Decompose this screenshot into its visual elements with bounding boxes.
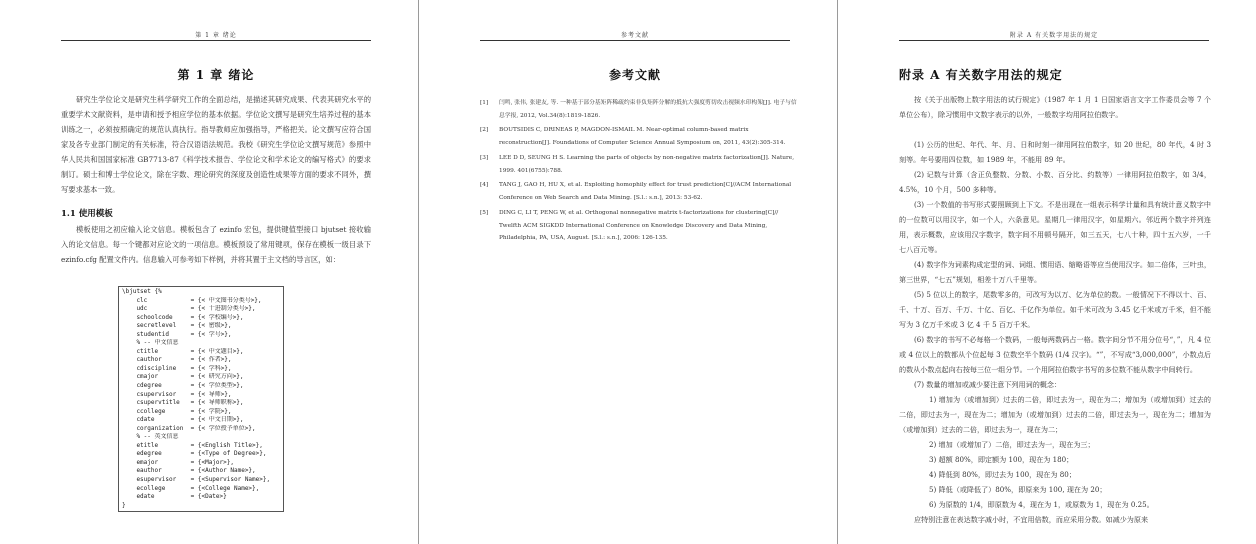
code-line: % -- 中文信息 bbox=[122, 339, 179, 347]
rule-item: (3) 一个数值的书写形式要照顾到上下文。不是出现在一组表示科学计量和具有统计意义数字中的一位数可以用汉字，如一个人，六条意见。星期几一律用汉字，如星期六。邻近两个数字并列连用，表示概数，应该用汉字数字，数字间不用顿号隔开，如三五天，七八十种，四十五六岁，一千七八百元等。 bbox=[899, 200, 1211, 254]
code-line: cdiscipline = {< 学科>}, bbox=[122, 364, 232, 372]
rule-item: (6) 数字的书写不必每格一个数码，一般每两数码占一格。数字间分节不用分位号“，”，凡 4 位或 4 位以上的数都从个位起每 3 位数空半个数码 (1/4 汉字)。“”，不写成“3,000,000”，小数点后的数从小数点起向右按每三位一组分节。一个用阿拉伯数字书写的多位数不能从数字中间转行。 bbox=[899, 335, 1211, 374]
code-line: \bjutset {% bbox=[122, 288, 162, 295]
code-line: etitle = {<English Title>}, bbox=[122, 441, 263, 449]
page-2 bbox=[419, 0, 836, 544]
reference-text: BOUTSIDIS C, DRINEAS P, MAGDON-ISMAIL M. Near-optimal column-based matrix reconstruction[J]. Foundations of Computer Science Annual Symposium on, 2011, 43(2):305-314. bbox=[499, 127, 786, 146]
rule-item: (1) 公历的世纪、年代、年、月、日和时刻一律用阿拉伯数字，如 20 世纪，80 年代，4 时 3 刻等。年号要用四位数，如 1989 年，不能用 89 年。 bbox=[899, 140, 1211, 164]
rule-subitem: 2) 增加（或增加了）二倍，即过去为一，现在为三； bbox=[929, 440, 1095, 449]
code-line: } bbox=[122, 501, 126, 509]
appendix-title: 附录 A 有关数字用法的规定 bbox=[899, 68, 1063, 82]
reference-text: LEE D D, SEUNG H S. Learning the parts of objects by non-negative matrix factorization[J]. Nature, 1999. 401(6755):788. bbox=[499, 155, 795, 174]
reference-number: [4] bbox=[480, 182, 489, 188]
code-line: ecollege = {<College Name>}, bbox=[122, 484, 260, 492]
appendix-intro: 按《关于出版物上数字用法的试行规定》（1987 年 1 月 1 日国家语言文字工作委员会等 7 个单位公布），除习惯用中文数字表示的以外，一般数字均用阿拉伯数字。 bbox=[899, 95, 1211, 119]
code-line: cauthor = {< 作者>}, bbox=[122, 356, 232, 364]
header-rule bbox=[899, 40, 1209, 41]
code-line: corganization = {< 学位授予单位>}, bbox=[122, 424, 256, 432]
code-line: udc = {< 十进制分类号>}, bbox=[122, 305, 256, 313]
code-line: edegree = {<Type of Degree>}, bbox=[122, 450, 267, 458]
code-line: cdegree = {< 学位类型>}, bbox=[122, 382, 244, 390]
code-line: secretlevel = {< 密级>}, bbox=[122, 322, 232, 330]
code-line: edate = {<Date>} bbox=[122, 493, 227, 501]
reference-number: [2] bbox=[480, 127, 489, 133]
header-rule bbox=[480, 40, 790, 41]
section-paragraph: 模板使用之初应输入论文信息。模板包含了 ezinfo 宏包，提供键值型接口 bjutset 接收输入的论文信息。每一个键都对应论文的一项信息。模板预设了常用键项，保存在模板一级目录下 ezinfo.cfg 配置文件内。信息输入可参考如下样例，并将其置于主文档的导言区，如： bbox=[61, 225, 371, 264]
code-line: cmajor = {< 研究方向>}, bbox=[122, 373, 244, 381]
code-listing bbox=[118, 286, 284, 512]
header-rule bbox=[61, 40, 371, 41]
reference-item bbox=[480, 179, 798, 204]
reference-item bbox=[480, 207, 798, 245]
running-header: 参考文献 bbox=[620, 32, 649, 39]
references-title: 参考文献 bbox=[608, 68, 661, 82]
reference-number: [1] bbox=[480, 100, 489, 106]
code-line: csupervisor = {< 导师>}, bbox=[122, 390, 232, 398]
running-header: 第 1 章 绪论 bbox=[195, 32, 237, 39]
running-header: 附录 A 有关数字用法的规定 bbox=[1009, 32, 1099, 39]
rule-item: (4) 数字作为词素构成定型的词、词组、惯用语、缩略语等应当使用汉字。如二倍体，三叶虫，第三世界，“七五”规划，相差十万八千里等。 bbox=[899, 260, 1211, 284]
reference-item bbox=[480, 152, 798, 177]
body-paragraph: 研究生学位论文是研究生科学研究工作的全面总结，是描述其研究成果、代表其研究水平的重要学术文献资料，是申请和授予相应学位的基本依据。学位论文撰写是研究生培养过程的基本训练之一，必须按照确定的规范认真执行。指导教师应加强指导，严格把关。论文撰写应符合国家及各专业部门制定的有关标准，符合汉语语法规范。我校《研究生学位论文撰写规范》参照中华人民共和国国家标准 GB7713-87《科学技术报告、学位论文和学术论文的编写格式》的要求制订。硕士和博士学位论文，除在字数、理论研究的深度及创造性成果等方面的要求不同外，撰写要求基本一致。 bbox=[61, 95, 371, 194]
code-line: emajor = {<Major>}, bbox=[122, 458, 234, 466]
reference-text: 闫鸣, 张伟, 张建友, 等. 一种基于部分基矩阵稀疏约束非负矩阵分解的抵抗大强度剪切攻击视频水印构架[J]. 电子与信息学报, 2012, Vol.34(8):1819-1826. bbox=[499, 100, 797, 119]
rule-subitem: 6) 为原数的 1/4，即原数为 4，现在为 1，或原数为 1，现在为 0.25。 bbox=[929, 500, 1154, 509]
reference-number: [3] bbox=[480, 155, 489, 161]
reference-number: [5] bbox=[480, 210, 489, 216]
code-line: esupervisor = {<Supervisor Name>}, bbox=[122, 476, 271, 484]
code-line: ccollege = {< 学院>}, bbox=[122, 407, 232, 415]
rule-subitem: 5) 降低（或降低了）80%，即原来为 100, 现在为 20； bbox=[929, 485, 1107, 494]
rule-note: 应特别注意在表达数字减小时，不宜用倍数，而应采用分数。如减少为原来 bbox=[914, 515, 1149, 524]
chapter-title: 第 1 章 绪论 bbox=[177, 68, 255, 82]
code-line: clc = {< 中文图书分类号>}, bbox=[122, 296, 262, 304]
code-line: % -- 英文信息 bbox=[122, 433, 179, 441]
rule-subitem: 4) 降低到 80%，即过去为 100，现在为 80； bbox=[929, 470, 1076, 479]
code-line: eauthor = {<Author Name>}, bbox=[122, 467, 256, 475]
reference-item bbox=[480, 124, 798, 149]
rule-subitem: 3) 超额 80%，即定额为 100，现在为 180； bbox=[929, 455, 1074, 464]
page-1 bbox=[0, 0, 417, 544]
reference-text: DING C, LI T, PENG W, et al. Orthogonal nonnegative matrix t-factorizations for clustering[C]// Twelfth ACM SIGKDD International Conference on Knowledge Discovery and Data Mining, Philadelphia, PA, USA, August. [S.l.: s.n.], 2006: 126-135. bbox=[499, 210, 779, 241]
reference-item bbox=[480, 97, 798, 122]
rule-item: (5) 5 位以上的数字，尾数零多的，可改写为以万、亿为单位的数。一般情况下不得以十、百、千、十万、百万、千万、十亿、百亿、千亿作为单位。如千米可改为 3.45 亿千米或万千米，但不能写为 3 亿万千米或 3 亿 4 千 5 百万千米。 bbox=[899, 290, 1211, 329]
reference-text: TANG J, GAO H, HU X, et al. Exploiting homophily effect for trust prediction[C]//ACM International Conference on Web Search and Data Mining. [S.l.: s.n.], 2013: 53-62. bbox=[499, 182, 792, 201]
rule-item: (7) 数量的增加或减少要注意下列用词的概念： bbox=[914, 380, 1062, 389]
rule-subitem: 1) 增加为（或增加到）过去的二倍，即过去为一，现在为二；增加为（或增加到）过去的二倍，即过去为一，现在为二；增加为（或增加到）过去的二倍，即过去为一，现在为二；增加为（或增加到）过去的二倍，即过去为一，现在为二； bbox=[899, 395, 1211, 434]
code-line: ctitle = {< 中文题目>}, bbox=[122, 347, 244, 355]
code-line: csupervtitle = {< 导师职称>}, bbox=[122, 399, 244, 407]
page-3 bbox=[838, 0, 1255, 544]
code-line: schoolcode = {< 学校编号>}, bbox=[122, 313, 244, 321]
rule-item: (2) 记数与计算（含正负整数、分数、小数、百分比、约数等）一律用阿拉伯数字，如 3/4，4.5%，10 个月，500 多种等。 bbox=[899, 170, 1211, 194]
section-heading: 1.1 使用模板 bbox=[61, 209, 113, 219]
code-line: studentid = {< 学号>}, bbox=[122, 330, 232, 338]
code-line: cdate = {< 中文日期>}, bbox=[122, 416, 244, 424]
